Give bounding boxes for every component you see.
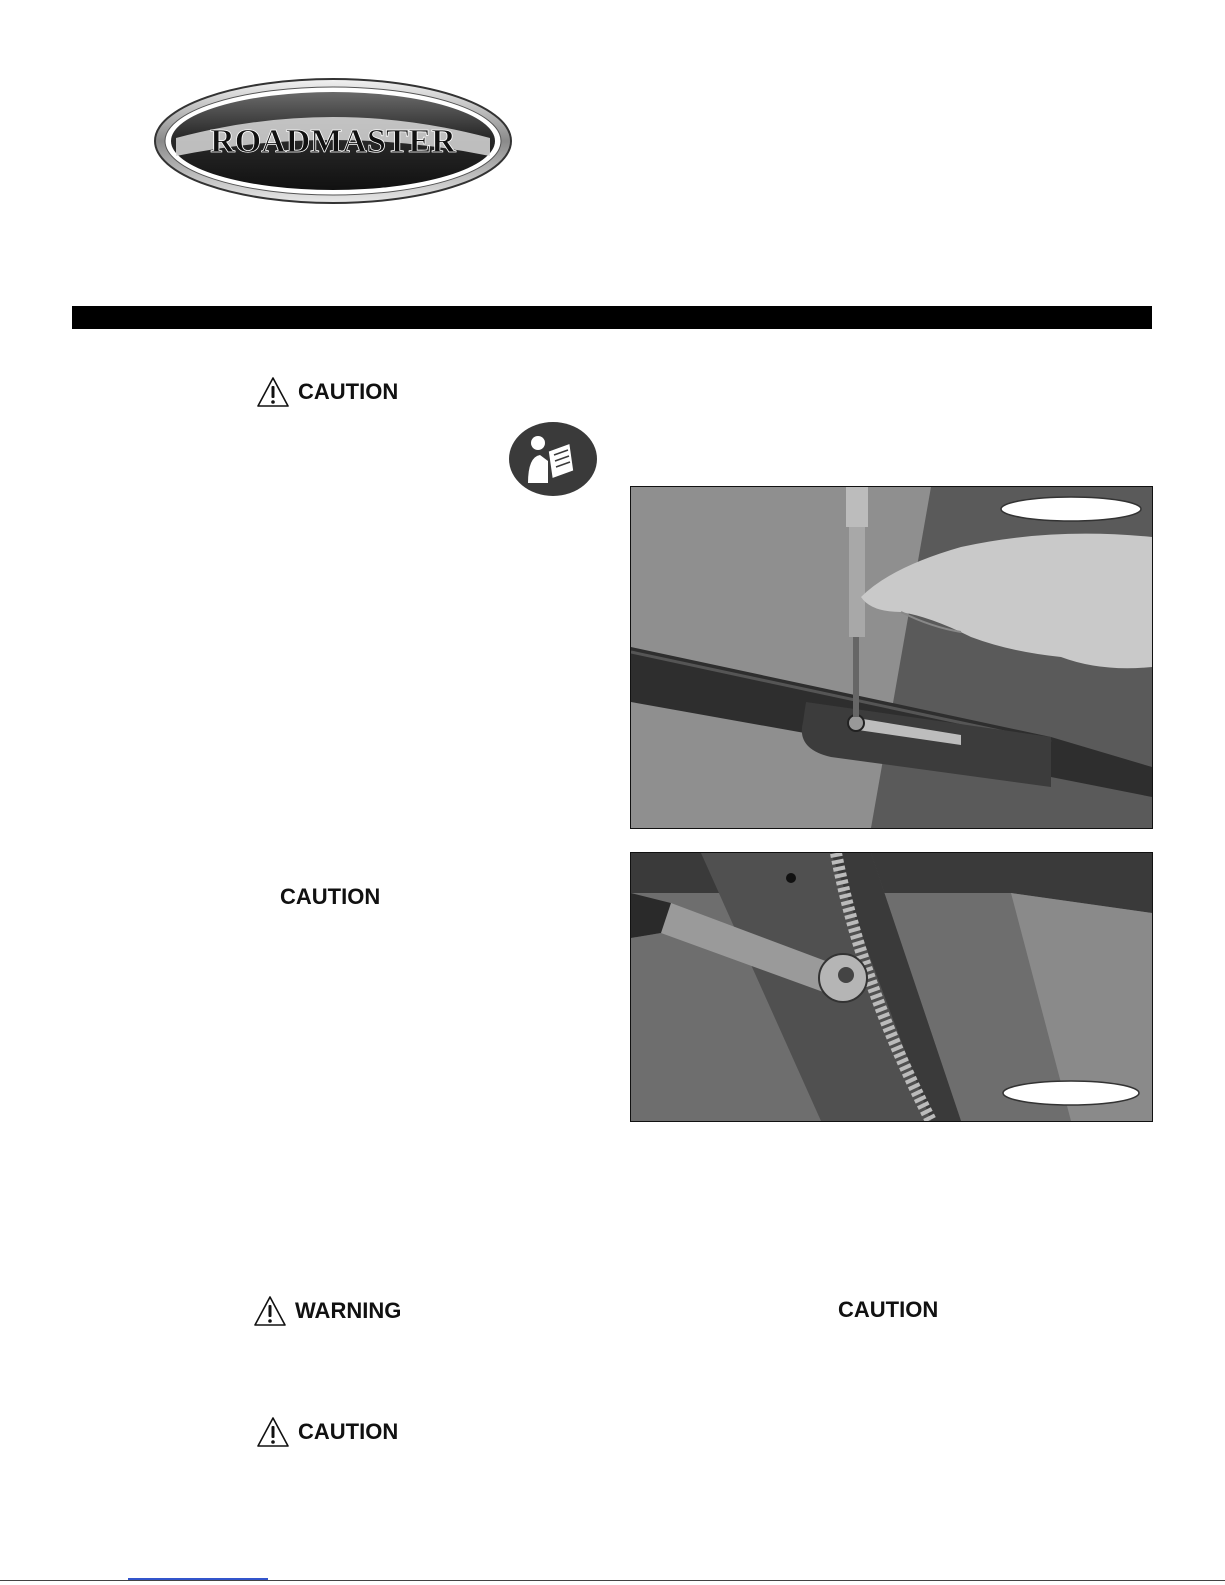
caution-label <box>256 376 398 408</box>
caution-text: CAUTION <box>298 1419 399 1444</box>
caution-label <box>256 1416 398 1448</box>
caution-text: CAUTION <box>280 884 381 909</box>
warning-triangle-icon <box>256 376 290 408</box>
footer-link-underline[interactable] <box>128 1578 268 1580</box>
photo-socket-on-bracket <box>630 852 1153 1122</box>
warning-triangle-icon <box>256 1416 290 1448</box>
read-manual-icon <box>508 421 598 497</box>
footer-divider <box>0 1580 1225 1581</box>
caution-label <box>280 884 380 910</box>
warning-text: WARNING <box>295 1298 402 1323</box>
caution-text: CAUTION <box>838 1297 939 1322</box>
caution-text: CAUTION <box>298 379 399 404</box>
caution-label <box>838 1297 938 1323</box>
warning-label <box>253 1295 401 1327</box>
section-title-bar <box>72 306 1152 329</box>
logo-text: ROADMASTER <box>210 123 456 160</box>
photo-punch-on-tow-bar <box>630 486 1153 829</box>
roadmaster-logo <box>152 76 514 206</box>
warning-triangle-icon <box>253 1295 287 1327</box>
